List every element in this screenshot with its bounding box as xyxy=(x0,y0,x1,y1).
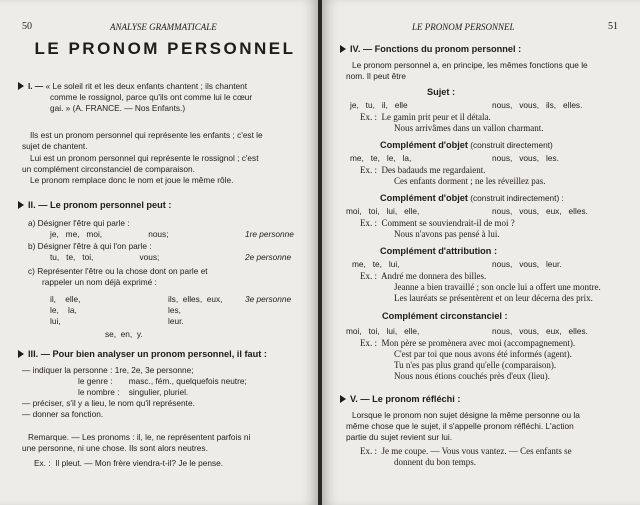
usage-c-label: rappeler un nom déjà exprimé : xyxy=(42,277,157,287)
intro-line: nom. Il peut être xyxy=(346,71,406,81)
function-example: Ex. : Des badauds me regardaient. xyxy=(360,165,486,175)
usage-c-forms: le, la, xyxy=(50,305,77,315)
function-example: Ces enfants dorment ; ne les réveillez pas. xyxy=(394,176,546,186)
usage-b-label: b) Désigner l'être à qui l'on parle : xyxy=(28,241,152,251)
triangle-bullet-icon xyxy=(18,201,24,209)
usage-b-forms: tu, te, toi, vous; xyxy=(50,252,160,262)
analysis-step: le nombre : singulier, pluriel. xyxy=(78,387,189,397)
explanation-line: un complément circonstanciel de comparaison. xyxy=(22,164,195,174)
function-forms: me, te, le, la, xyxy=(350,153,412,163)
section-1-quote-line3: gai. » (A. FRANCE. — Nos Enfants.) xyxy=(50,103,186,113)
usage-a-forms: je, me, moi, nous; xyxy=(50,229,169,239)
reflexive-example: donnent du bon temps. xyxy=(394,457,476,467)
section-4-heading: IV. — Fonctions du pronom personnel : xyxy=(340,44,521,55)
function-forms: nous, vous, eux, elles. xyxy=(492,326,588,336)
section-1-quote-line2: comme le rossignol, parce qu'ils ont comme lui le cœur xyxy=(50,92,253,102)
section-5-heading: V. — Le pronom réfléchi : xyxy=(340,394,460,405)
analysis-step: — indiquer la personne : 1re, 2e, 3e personne; xyxy=(22,365,194,375)
usage-c-forms: les, xyxy=(168,305,181,315)
intro-line: Le pronom personnel a, en principe, les mêmes fonctions que le xyxy=(352,60,588,70)
function-example: Tu n'es pas plus grand qu'elle (comparaison). xyxy=(394,360,557,370)
function-forms: moi, toi, lui, elle, xyxy=(346,326,420,336)
left-page xyxy=(0,0,318,505)
remark-line: Remarque. — Les pronoms : il, le, ne représentent parfois ni xyxy=(28,432,251,442)
triangle-bullet-icon xyxy=(18,82,24,90)
explanation-line: Ils est un pronom personnel qui représente les enfants ; c'est le xyxy=(30,130,263,140)
section-1-quote-line1: I. — « Le soleil rit et les deux enfants chantent ; ils chantent xyxy=(18,81,247,92)
explanation-line: Le pronom remplace donc le nom et joue le même rôle. xyxy=(30,175,234,185)
page-number: 50 xyxy=(22,21,32,32)
function-example: Nous nous étions couchés près d'eux (lieu). xyxy=(394,371,550,381)
analysis-step: — donner sa fonction. xyxy=(22,409,104,419)
analysis-step: le genre : masc., fém., quelquefois neutre; xyxy=(78,376,247,386)
explanation-line: Lui est un pronom personnel qui représente le rossignol ; c'est xyxy=(30,153,259,163)
function-title-circumstantial: Complément circonstanciel : xyxy=(382,311,508,321)
function-example: Les lauréats se présentèrent et on leur décerna des prix. xyxy=(394,293,593,303)
function-title-direct-object: Complément d'objet (construit directement) xyxy=(380,140,553,150)
function-forms: nous, vous, eux, elles. xyxy=(492,206,588,216)
function-example: C'est par toi que nous avons été informés (agent). xyxy=(394,349,572,359)
function-example: Ex. : Le gamin prit peur et il détala. xyxy=(360,112,491,122)
function-title-subject: Sujet : xyxy=(427,87,456,97)
function-example: Jeanne a bien travaillé ; son oncle lui a offert une montre. xyxy=(394,282,601,292)
function-example: Ex. : Mon père se promènera avec moi (accompagnement). xyxy=(360,338,576,348)
page-title: LE PRONOM PERSONNEL xyxy=(34,39,296,58)
function-example: Nous n'avons pas pensé à lui. xyxy=(394,229,500,239)
section-2-heading: II. — Le pronom personnel peut : xyxy=(18,200,171,211)
explanation-line: sujet de chantent. xyxy=(22,141,88,151)
usage-c-forms: se, en, y. xyxy=(105,329,143,339)
usage-c-forms: lui, xyxy=(50,316,61,326)
reflexive-line: même chose que le sujet, il s'appelle pronom réfléchi. L'action xyxy=(346,421,574,431)
usage-c-person: 3e personne xyxy=(245,294,292,304)
triangle-bullet-icon xyxy=(340,45,346,53)
usage-c-forms: leur. xyxy=(168,316,184,326)
usage-a-person: 1re personne xyxy=(245,229,294,239)
function-example: Nous arrivâmes dans un vallon charmant. xyxy=(394,123,544,133)
function-forms: me, te, lui, xyxy=(352,259,400,269)
triangle-bullet-icon xyxy=(18,350,24,358)
page-number: 51 xyxy=(608,21,618,32)
reflexive-line: partie du sujet revient sur lui. xyxy=(346,432,453,442)
function-forms: nous, vous, ils, elles. xyxy=(492,100,583,110)
usage-c-forms: il, elle, xyxy=(50,294,81,304)
usage-b-person: 2e personne xyxy=(245,252,292,262)
usage-c-label: c) Représenter l'être ou la chose dont on parle et xyxy=(28,266,208,276)
function-forms: moi, toi, lui, elle, xyxy=(346,206,420,216)
function-forms: nous, vous, leur. xyxy=(492,259,562,269)
reflexive-example: Ex. : Je me coupe. — Vous vous vantez. — Ces enfants se xyxy=(360,446,572,456)
function-example: Ex. : Comment se souviendrait-il de moi ? xyxy=(360,218,515,228)
remark-example: Ex. : Il pleut. — Mon frère viendra-t-il? Je le pense. xyxy=(34,458,224,468)
function-forms: nous, vous, les. xyxy=(492,153,559,163)
usage-a-label: a) Désigner l'être qui parle : xyxy=(28,218,130,228)
function-title-attribution: Complément d'attribution : xyxy=(380,246,498,256)
function-example: Ex. : André me donnera des billes. xyxy=(360,271,487,281)
analysis-step: — préciser, s'il y a lieu, le nom qu'il représente. xyxy=(22,398,195,408)
reflexive-line: Lorsque le pronom non sujet désigne la même personne ou la xyxy=(352,410,580,420)
running-head: ANALYSE GRAMMATICALE xyxy=(110,22,217,32)
remark-line: une personne, ni une chose. Ils sont alors neutres. xyxy=(22,443,208,453)
triangle-bullet-icon xyxy=(340,395,346,403)
function-title-indirect-object: Complément d'objet (construit indirectement) : xyxy=(380,193,564,203)
function-forms: je, tu, il, elle xyxy=(350,100,408,110)
section-3-heading: III. — Pour bien analyser un pronom personnel, il faut : xyxy=(18,349,267,360)
usage-c-forms: ils, elles, eux, xyxy=(168,294,223,304)
running-head: LE PRONOM PERSONNEL xyxy=(412,22,515,32)
right-page xyxy=(322,0,640,505)
